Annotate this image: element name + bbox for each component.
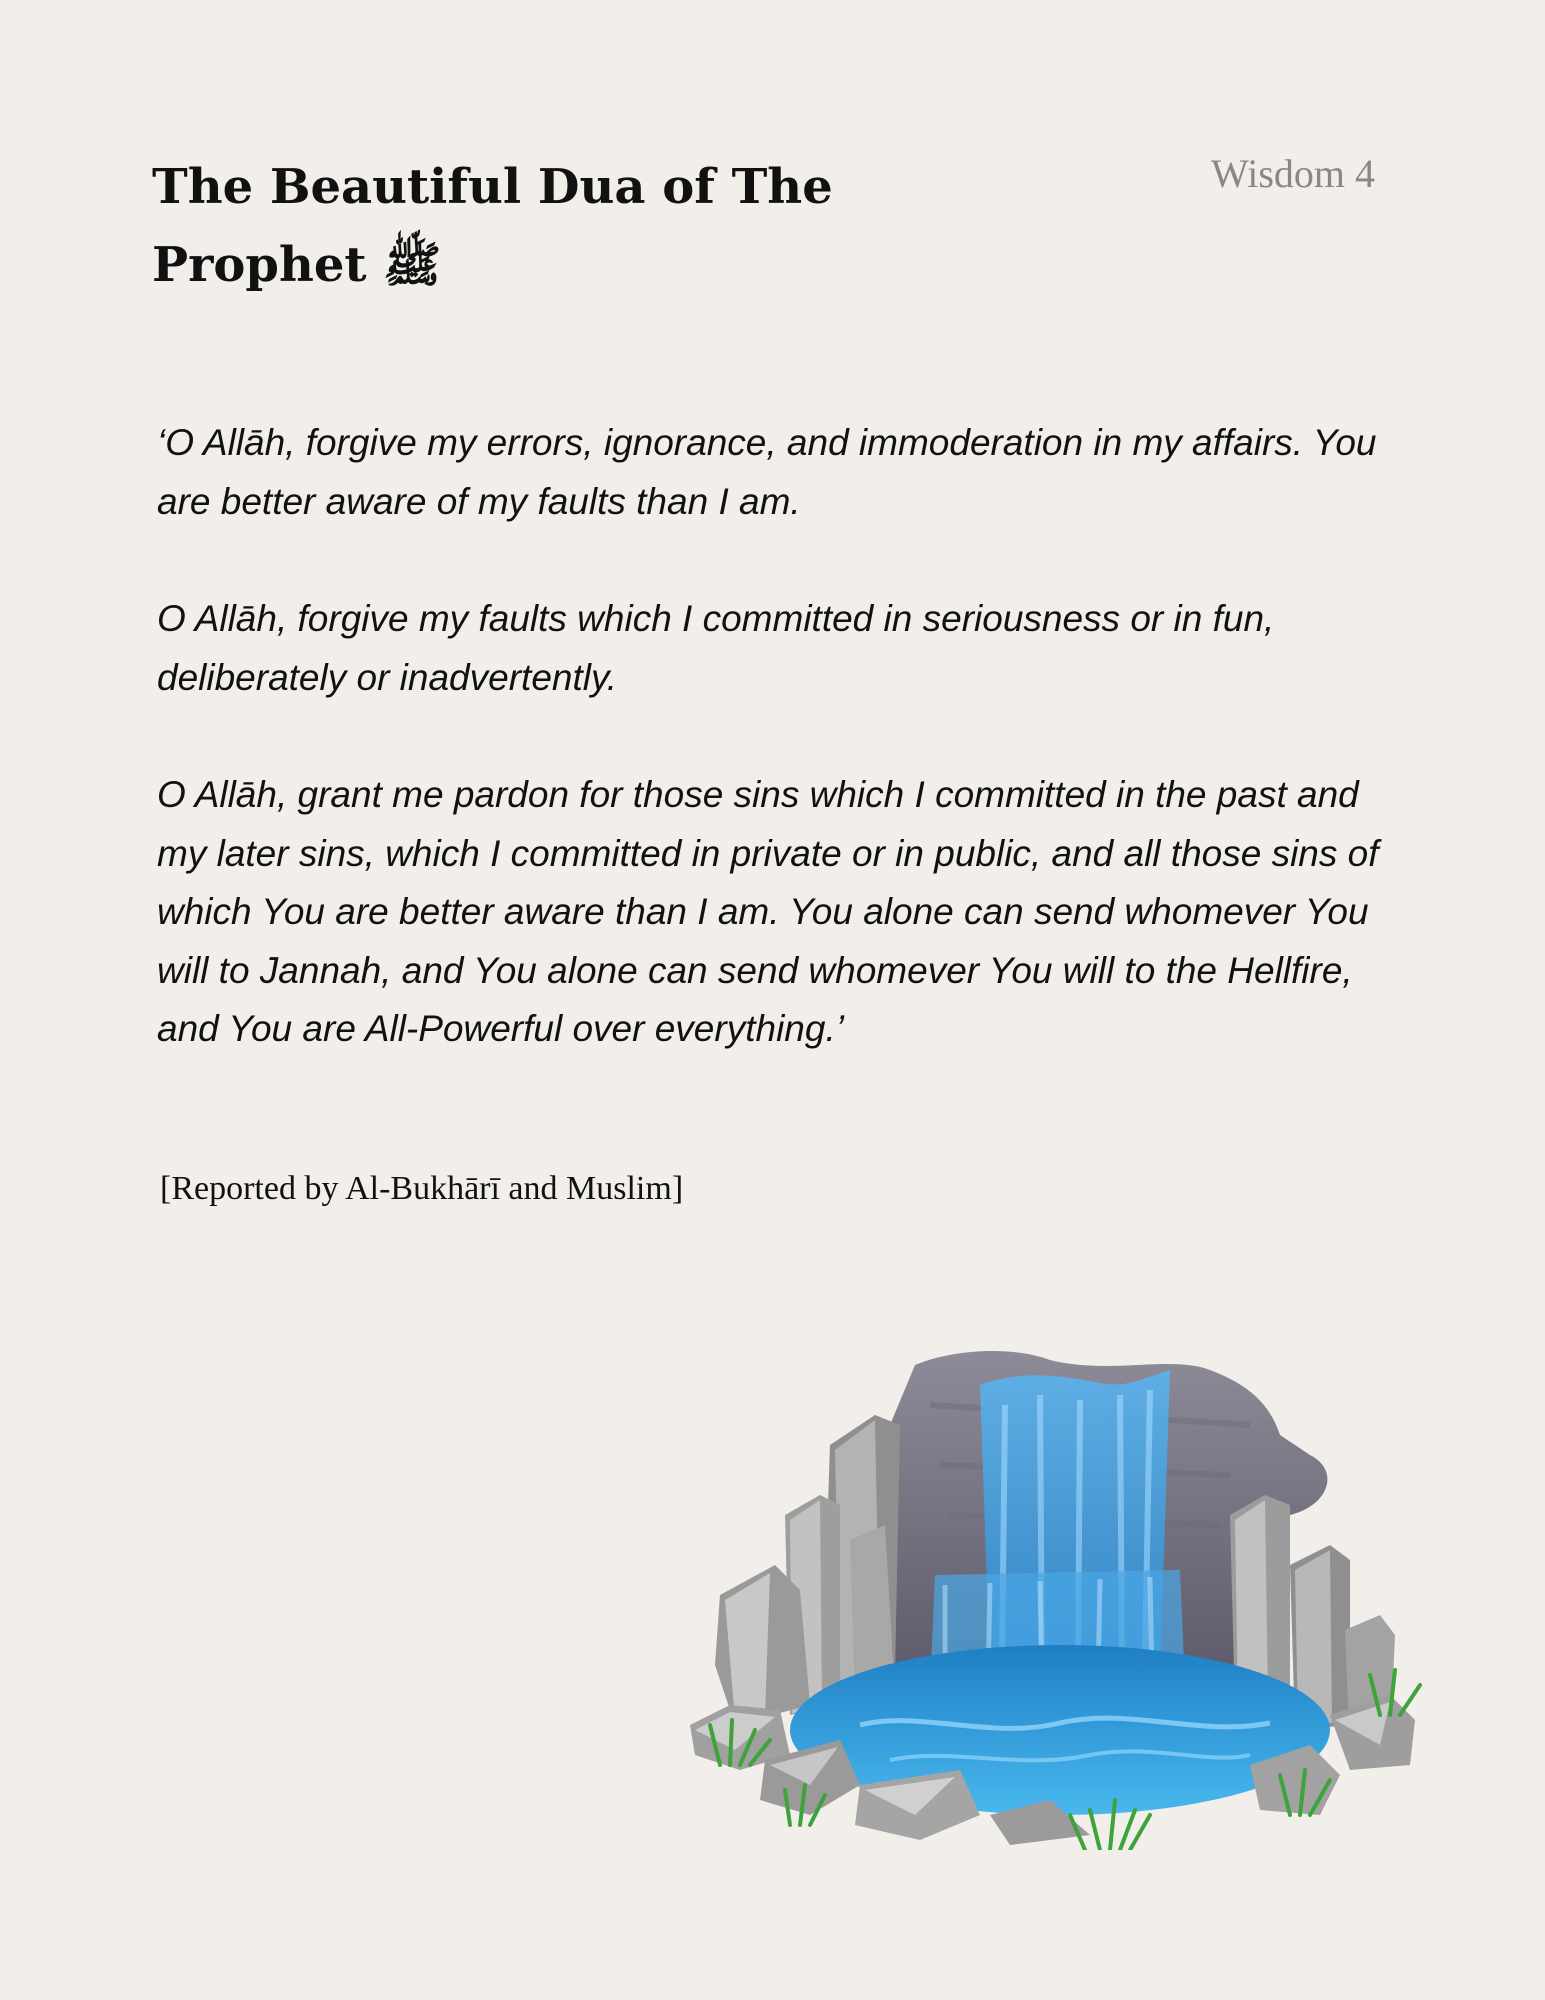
dua-text bbox=[157, 414, 1397, 1118]
waterfall-illustration bbox=[690, 1345, 1430, 1850]
hadith-reference: [Reported by Al-Bukhārī and Muslim] bbox=[160, 1170, 684, 1207]
dua-paragraph: ‘O Allāh, forgive my errors, ignorance, and immoderation in my affairs. You are better aware of my faults than I am. bbox=[157, 422, 1377, 522]
dua-paragraph: O Allāh, grant me pardon for those sins which I committed in the past and my later sins, which I committed in private or in public, and all those sins of which You are better aware than I am. You alone can send whomever You will to Jannah, and You alone can send whomever You will to the Hellfire, and You are All-Powerful over everything.’ bbox=[157, 774, 1379, 1049]
dua-paragraph: O Allāh, forgive my faults which I committed in seriousness or in fun, deliberately or inadvertently. bbox=[157, 598, 1275, 698]
wisdom-label: Wisdom 4 bbox=[1211, 151, 1375, 196]
page-title: The Beautiful Dua of The Prophet ﷺ bbox=[152, 159, 833, 293]
